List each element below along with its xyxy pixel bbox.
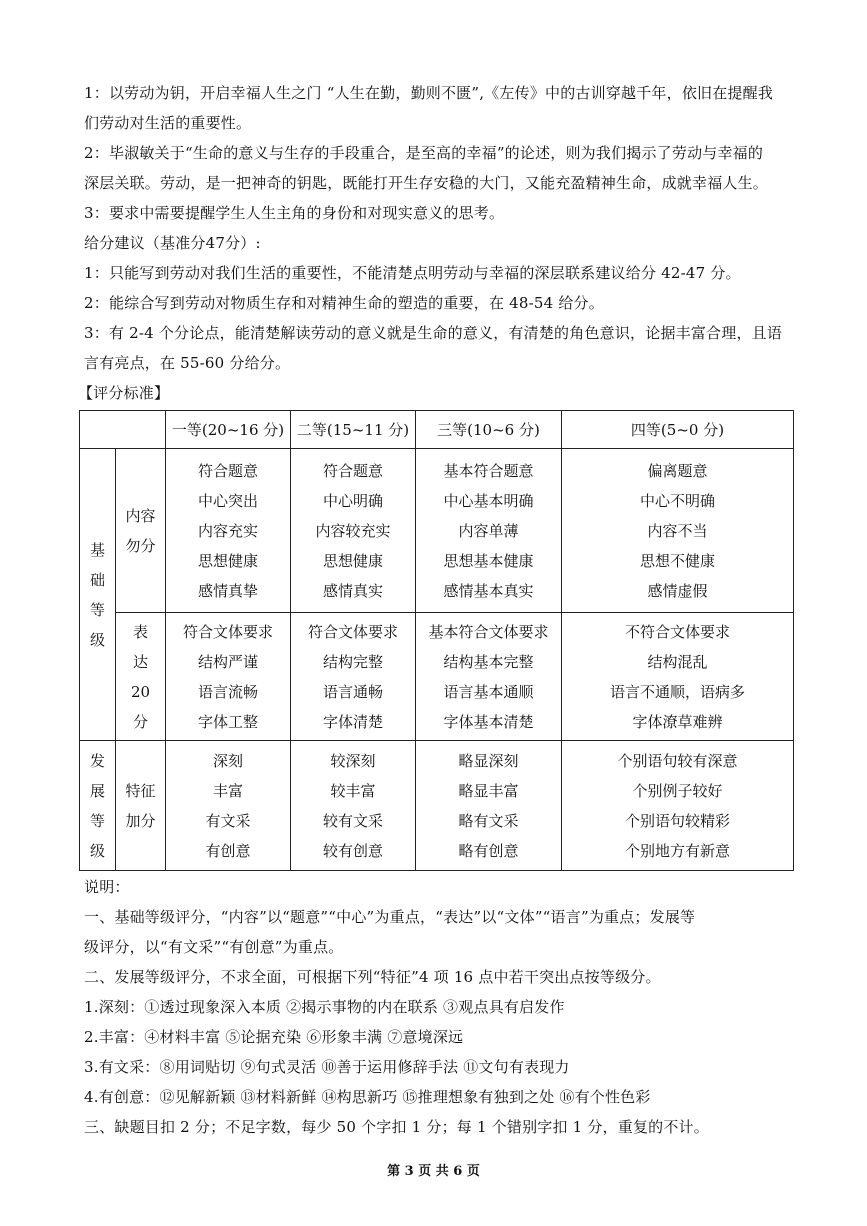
intro-line: 给分建议（基准分47分）: [84, 234, 261, 252]
cell-text: 较丰富 [330, 781, 376, 800]
cell-text: 内容单薄 [458, 521, 519, 540]
cell-text: 个别例子较好 [632, 781, 723, 800]
cell-text: 结构基本完整 [443, 652, 534, 671]
group-char: 级 [89, 630, 105, 649]
table-cell [291, 449, 416, 613]
cell-text: 思想不健康 [639, 551, 715, 570]
table-header-row [80, 411, 794, 449]
table-cell [562, 449, 794, 613]
cell-text: 思想健康 [322, 551, 383, 570]
table-cell [416, 741, 562, 871]
cell-text: 符合文体要求 [182, 622, 273, 641]
intro-line: 3：有 2-4 个分论点，能清楚解读劳动的意义就是生命的意义，有清楚的角色意识，论据丰富合理，且语 [84, 324, 783, 342]
group-char: 发 [89, 751, 105, 770]
header-blank [80, 411, 166, 449]
intro-line: 3：要求中需要提醒学生人生主角的身份和对现实意义的思考。 [84, 204, 505, 222]
header-cell: 三等(10~6 分) [416, 411, 562, 449]
cell-text: 略显丰富 [458, 781, 519, 800]
cell-text: 偏离题意 [647, 461, 708, 480]
cell-text: 符合文体要求 [307, 622, 398, 641]
cell-text: 感情虚假 [647, 581, 708, 600]
intro-line: 1：只能写到劳动对我们生活的重要性，不能清楚点明劳动与幸福的深层联系建议给分 42-47 分。 [84, 264, 741, 282]
cell-text: 符合题意 [322, 461, 383, 480]
cell-text: 有文采 [205, 811, 251, 830]
table-cell [562, 613, 794, 741]
group-dev-label [80, 741, 116, 871]
cell-text: 有创意 [205, 841, 251, 860]
page-number: 第 3 页 共 6 页 [387, 1164, 480, 1179]
cell-text: 中心明确 [322, 491, 383, 510]
row-label-text: 勿分 [125, 536, 156, 555]
notes-line: 2.丰富：④材料丰富 ⑤论据充染 ⑥形象丰满 ⑦意境深远 [84, 1028, 464, 1046]
cell-text: 语言基本通顺 [443, 682, 534, 701]
header-cell: 一等(20~16 分) [166, 411, 291, 449]
cell-text: 略有创意 [458, 841, 519, 860]
row-label-content [116, 449, 166, 613]
notes-line: 一、基础等级评分，“内容”以“题意”“中心”为重点，“表达”以“文体”“语言”为重点；发展等 [84, 908, 696, 926]
group-char: 级 [89, 841, 105, 860]
group-basic-label [80, 449, 116, 741]
cell-text: 中心突出 [197, 491, 258, 510]
row-label-text: 分 [132, 712, 148, 731]
cell-text: 思想健康 [197, 551, 258, 570]
group-char: 础 [89, 570, 105, 589]
row-label-feature [116, 741, 166, 871]
notes-line: 级评分，以“有文采”“有创意”为重点。 [84, 938, 344, 956]
intro-line: 2：毕淑敏关于“生命的意义与生存的手段重合，是至高的幸福”的论述，则为我们揭示了劳动与幸福的 [84, 144, 764, 162]
group-char: 基 [89, 540, 105, 559]
table-row [80, 449, 794, 613]
cell-text: 较有创意 [322, 841, 383, 860]
notes-line: 4.有创意：⑫见解新颖 ⑬材料新鲜 ⑭构思新巧 ⑮推理想象有独到之处 ⑯有个性色彩 [84, 1088, 651, 1106]
intro-line: 2：能综合写到劳动对物质生存和对精神生命的塑造的重要，在 48-54 给分。 [84, 294, 604, 312]
header-cell: 二等(15~11 分) [291, 411, 416, 449]
notes-line: 3.有文采：⑧用词贴切 ⑨句式灵活 ⑩善于运用修辞手法 ⑪文句有表现力 [84, 1058, 570, 1076]
cell-text: 感情真挚 [197, 581, 258, 600]
row-label-text: 达 [132, 652, 148, 671]
row-label-text: 特征 [125, 781, 156, 800]
cell-text: 较有文采 [322, 811, 383, 830]
cell-text: 个别语句较精彩 [624, 811, 730, 830]
cell-text: 字体基本清楚 [443, 712, 534, 731]
row-label-text: 加分 [125, 811, 156, 830]
cell-text: 略显深刻 [458, 751, 519, 770]
group-char: 等 [89, 811, 105, 830]
table-cell [166, 741, 291, 871]
cell-text: 结构严谨 [197, 652, 258, 671]
cell-text: 内容较充实 [315, 521, 391, 540]
notes-line: 1.深刻：①透过现象深入本质 ②揭示事物的内在联系 ③观点具有启发作 [84, 998, 565, 1016]
notes-line: 二、发展等级评分，不求全面，可根据下列“特征”4 项 16 点中若干突出点按等级分。 [84, 968, 661, 986]
cell-text: 字体工整 [197, 712, 258, 731]
cell-text: 丰富 [212, 781, 243, 800]
cell-text: 个别地方有新意 [624, 841, 730, 860]
table-cell [166, 449, 291, 613]
cell-text: 语言流畅 [197, 682, 258, 701]
cell-text: 思想基本健康 [443, 551, 534, 570]
cell-text: 内容不当 [647, 521, 708, 540]
intro-line: 1：以劳动为钥，开启幸福人生之门 “人生在勤，勤则不匮”,《左传》中的古训穿越千年，依旧在提醒我 [84, 84, 774, 102]
table-cell [416, 449, 562, 613]
notes-heading: 说明： [84, 878, 130, 896]
row-label-text: 内容 [125, 506, 156, 525]
row-label-expression [116, 613, 166, 741]
group-char: 展 [89, 781, 105, 800]
cell-text: 基本符合题意 [443, 461, 534, 480]
cell-text: 中心不明确 [639, 491, 715, 510]
cell-text: 基本符合文体要求 [428, 622, 549, 641]
cell-text: 字体潦草难辨 [632, 712, 723, 731]
cell-text: 结构混乱 [647, 652, 708, 671]
cell-text: 感情基本真实 [443, 581, 534, 600]
cell-text: 略有文采 [458, 811, 519, 830]
notes-line: 三、缺题目扣 2 分；不足字数，每少 50 个字扣 1 分；每 1 个错别字扣 1 分，重复的不计。 [84, 1118, 709, 1136]
table-cell [291, 613, 416, 741]
table-row [80, 741, 794, 871]
cell-text: 较深刻 [330, 751, 376, 770]
table-row [80, 613, 794, 741]
cell-text: 感情真实 [322, 581, 383, 600]
notes-section [84, 872, 794, 1142]
table-cell [291, 741, 416, 871]
intro-line: 们劳动对生活的重要性。 [84, 114, 252, 132]
intro-line: 深层关联。劳动，是一把神奇的钥匙，既能打开生存安稳的大门，又能充盈精神生命，成就幸福人生。 [84, 174, 769, 192]
cell-text: 结构完整 [322, 652, 383, 671]
intro-line: 言有亮点，在 55-60 分给分。 [84, 354, 291, 372]
cell-text: 语言通畅 [322, 682, 383, 701]
scoring-table [79, 410, 794, 871]
row-label-text: 20 [130, 682, 151, 701]
header-cell: 四等(5~0 分) [562, 411, 794, 449]
cell-text: 不符合文体要求 [624, 622, 730, 641]
cell-text: 个别语句较有深意 [617, 751, 738, 770]
group-char: 等 [89, 600, 105, 619]
table-cell [562, 741, 794, 871]
section-title: 【评分标准】 [78, 384, 170, 402]
cell-text: 语言不通顺，语病多 [609, 682, 745, 701]
intro-section [78, 78, 794, 408]
table-cell [416, 613, 562, 741]
table-cell [166, 613, 291, 741]
cell-text: 中心基本明确 [443, 491, 534, 510]
cell-text: 字体清楚 [322, 712, 383, 731]
row-label-text: 表 [132, 622, 148, 641]
cell-text: 符合题意 [197, 461, 258, 480]
cell-text: 内容充实 [197, 521, 258, 540]
cell-text: 深刻 [212, 751, 243, 770]
